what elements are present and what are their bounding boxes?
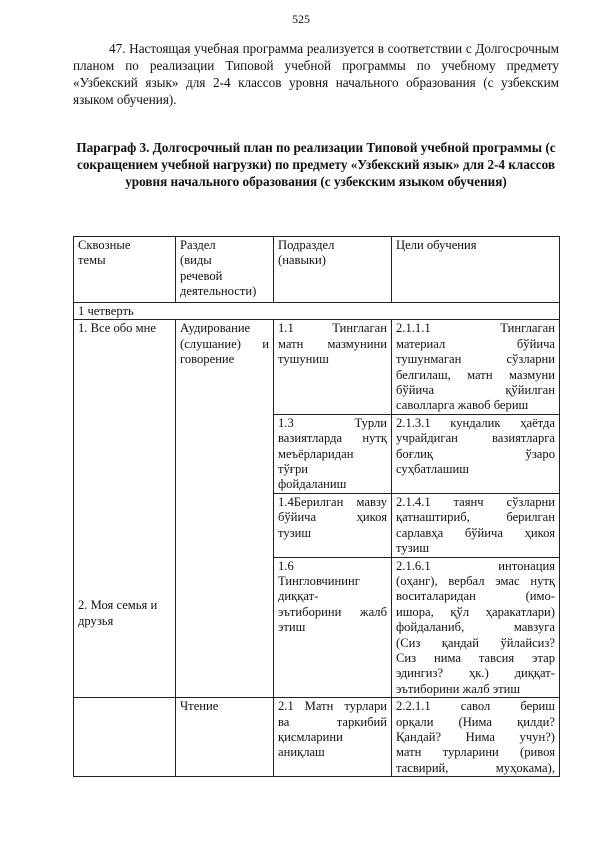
goal-line: суҳбатлашиш xyxy=(396,462,469,477)
goal-line: фойдаланиб, мавзуга xyxy=(396,620,555,635)
goal-line: бўйича қўйилган xyxy=(396,383,555,398)
goal-line: Қандай? Нима учун?) xyxy=(396,729,555,744)
header-subsection xyxy=(274,237,392,303)
subsection-line: 1.3 Турли xyxy=(278,415,387,430)
section-line: говорение xyxy=(180,352,235,367)
header-text-line: (виды xyxy=(180,253,212,268)
subsection-line: диққат- xyxy=(278,589,319,604)
goal-line: орқали (Нима қилди? xyxy=(396,714,555,729)
goal-line: эътиборини жалб этиш xyxy=(396,681,521,696)
long-term-plan-table xyxy=(73,236,560,777)
goal-line: 2.2.1.1 савол бериш xyxy=(396,699,555,714)
table-header-row xyxy=(74,237,560,303)
theme-cell-empty xyxy=(74,698,176,777)
goal-line: тасвирий, муҳокама), xyxy=(396,760,555,775)
page-number: 525 xyxy=(292,12,310,26)
goal-line: боғлиқ ўзаро xyxy=(396,446,555,461)
learning-goal-cell xyxy=(392,557,560,698)
header-text-line: Раздел xyxy=(180,238,216,252)
theme-1: 1. Все обо мне xyxy=(78,321,156,336)
goal-line: 2.1.1.1 Тинглаган xyxy=(396,321,555,336)
subsection-line: 1.6 xyxy=(278,558,294,573)
header-text-line: Подраздел xyxy=(278,238,335,252)
goal-line: 2.1.4.1 таянч сўзларни xyxy=(396,494,555,509)
theme-2-line: друзья xyxy=(78,613,114,628)
section-heading: Параграф 3. Долгосрочный план по реализации Типовой учебной программы (с сокращением учебной нагрузки) по предмету «Узбекский язык» для 2-4 классов уровня начального образования (с узбекским языком обучения) xyxy=(76,140,556,189)
subsection-line: фойдаланиш xyxy=(278,477,347,492)
goal-line: 2.1.3.1 кундалик ҳаётда xyxy=(396,415,555,430)
subsection-line: тузиш xyxy=(278,525,312,540)
goal-line: (оҳанг), вербал эмас нутқ xyxy=(396,573,555,588)
goal-line: учрайдиган вазиятларга xyxy=(396,431,555,446)
subsection-line: қисмларини xyxy=(278,729,343,744)
subsection-cell xyxy=(274,320,392,414)
learning-goal-cell xyxy=(392,320,560,414)
subsection-line: этиш xyxy=(278,620,306,635)
goal-line: (Сиз қандай ўйлайсиз? xyxy=(396,635,555,650)
subsection-line: 2.1 Матн турлари xyxy=(278,699,387,714)
section-line: Аудирование xyxy=(180,321,251,336)
learning-goal-cell xyxy=(392,493,560,557)
goal-line: 2.1.6.1 интонация xyxy=(396,558,555,573)
goal-line: воситаларидан (имо- xyxy=(396,589,555,604)
goal-line: саволларга жавоб бериш xyxy=(396,398,529,413)
table-row xyxy=(74,698,560,777)
header-text-line: деятельности) xyxy=(180,284,257,299)
subsection-line: тушуниш xyxy=(278,352,329,367)
table-row xyxy=(74,320,560,414)
theme-cell xyxy=(74,320,176,698)
theme-2-line: 2. Моя семья и xyxy=(78,598,158,613)
goal-line: матн турларини (ривоя xyxy=(396,745,555,760)
goal-line: материал бўйича xyxy=(396,336,555,351)
header-text-line: Цели обучения xyxy=(396,238,477,252)
subsection-line: ва таркибий xyxy=(278,714,387,729)
goal-line: белгилаш, матн мазмуни xyxy=(396,367,555,382)
header-text-line: речевой xyxy=(180,268,223,283)
section-cell-listening-speaking xyxy=(176,320,274,698)
header-cross-cutting-themes xyxy=(74,237,176,303)
header-text-line: темы xyxy=(78,253,106,268)
subsection-line: матн мазмунини xyxy=(278,336,387,351)
goal-line: қатнаштириб, берилган xyxy=(396,510,555,525)
subsection-line: меъёрларидан xyxy=(278,446,354,461)
header-text-line: (навыки) xyxy=(278,253,326,268)
intro-paragraph: 47. Настоящая учебная программа реализуется в соответствии с Долгосрочным планом по реализации Типовой учебной программы по учебному предмету «Узбекский язык» для 2-4 классов уровня начального образования (с узбекским языком обучения). xyxy=(73,41,559,107)
subsection-line: эътиборини жалб xyxy=(278,604,387,619)
header-learning-goals xyxy=(392,237,560,303)
header-section xyxy=(176,237,274,303)
quarter-label: 1 четверть xyxy=(74,303,560,320)
quarter-row xyxy=(74,303,560,320)
subsection-cell xyxy=(274,698,392,777)
subsection-line: бўйича ҳикоя xyxy=(278,510,387,525)
subsection-line: 1.4Берилган мавзу xyxy=(278,494,387,509)
goal-line: сарлавҳа бўйича ҳикоя xyxy=(396,525,555,540)
section-cell-reading: Чтение xyxy=(176,698,274,777)
subsection-line: тўғри xyxy=(278,462,309,477)
learning-goal-cell xyxy=(392,698,560,777)
goal-line: тушунмаган сўзларни xyxy=(396,352,555,367)
goal-line: Сиз нима тавсия этар xyxy=(396,650,555,665)
header-text-line: Сквозные xyxy=(78,238,131,252)
subsection-cell xyxy=(274,414,392,493)
subsection-line: Тингловчининг xyxy=(278,573,360,588)
goal-line: ишора, қўл ҳаракатлари) xyxy=(396,604,555,619)
subsection-line: 1.1 Тинглаган xyxy=(278,321,387,336)
goal-line: тузиш xyxy=(396,541,430,556)
goal-line: эдингиз? ҳк.) диққат- xyxy=(396,666,555,681)
subsection-cell xyxy=(274,493,392,557)
subsection-cell xyxy=(274,557,392,698)
subsection-line: вазиятларда нутқ xyxy=(278,431,387,446)
subsection-line: аниқлаш xyxy=(278,745,325,760)
learning-goal-cell xyxy=(392,414,560,493)
section-line: (слушание) и xyxy=(180,336,269,351)
